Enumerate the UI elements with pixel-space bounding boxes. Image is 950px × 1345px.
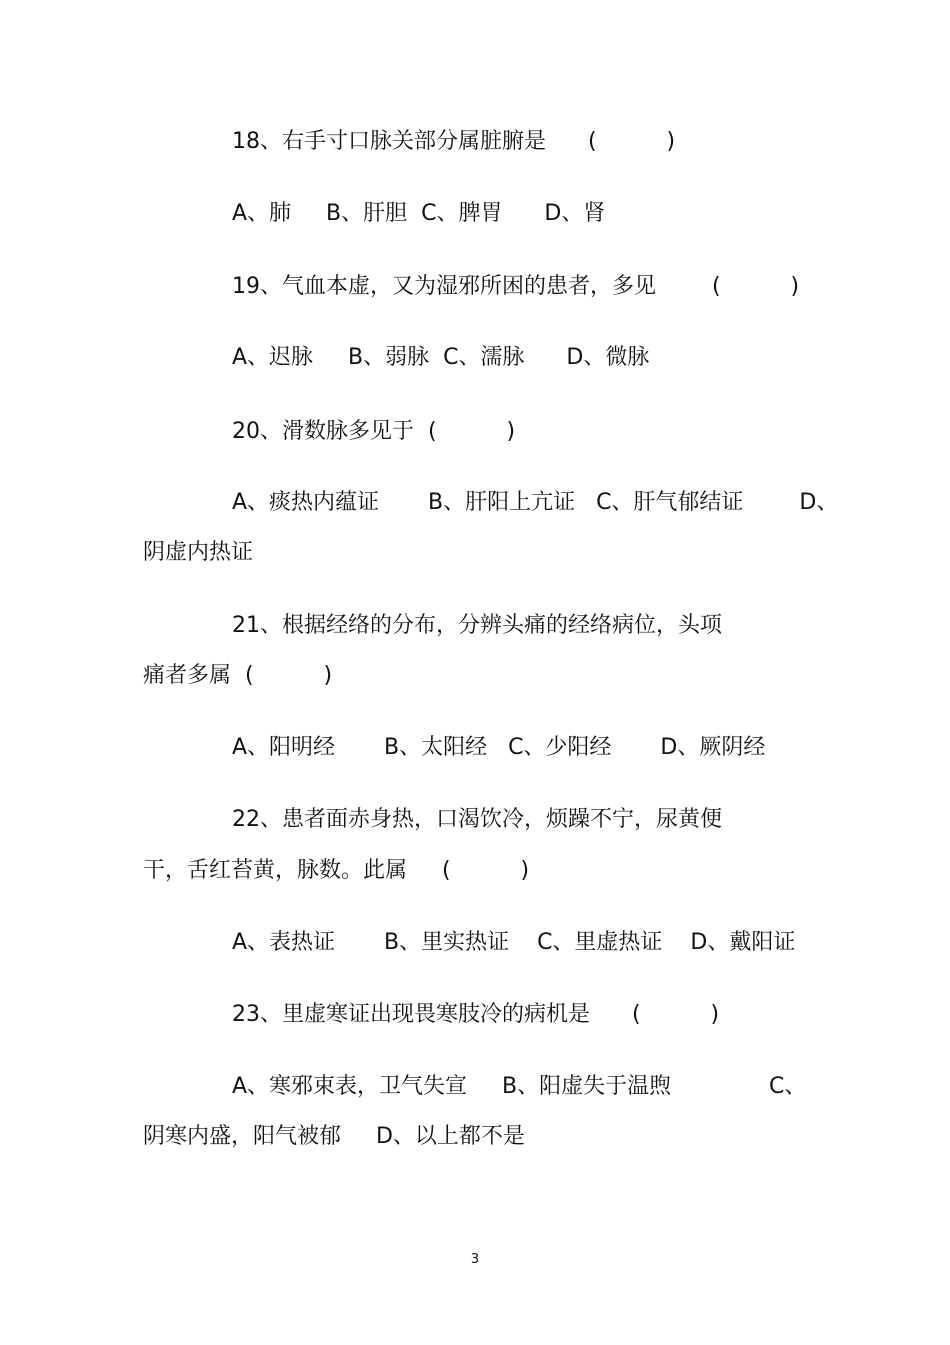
question-18-options: A、肺 B、肝胆 C、脾胃 D、肾 bbox=[232, 201, 606, 226]
question-22-stem: 22、患者面赤身热，口渴饮冷，烦躁不宁，尿黄便 bbox=[232, 807, 722, 832]
question-20-stem: 20、滑数脉多见于 ( ) bbox=[232, 419, 516, 444]
question-18-stem: 18、右手寸口脉关部分属脏腑是 ( ) bbox=[232, 129, 676, 154]
question-22-options: A、表热证 B、里实热证 C、里虚热证 D、戴阳证 bbox=[232, 930, 796, 955]
question-20-options: A、痰热内蕴证 B、肝阳上亢证 C、肝气郁结证 D、 bbox=[232, 490, 839, 515]
question-23-options: A、寒邪束表，卫气失宣 B、阳虚失于温煦 C、 bbox=[232, 1074, 807, 1099]
question-21-stem: 21、根据经络的分布，分辨头痛的经络病位，头项 bbox=[232, 613, 722, 638]
question-23-options-continued: 阴寒内盛，阳气被郁 D、以上都不是 bbox=[143, 1124, 525, 1149]
question-19-stem: 19、气血本虚，又为湿邪所困的患者，多见 ( ) bbox=[232, 274, 800, 299]
question-21-options: A、阳明经 B、太阳经 C、少阳经 D、厥阴经 bbox=[232, 735, 766, 760]
question-19-options: A、迟脉 B、弱脉 C、濡脉 D、微脉 bbox=[232, 345, 650, 370]
question-20-options-continued: 阴虚内热证 bbox=[143, 540, 254, 565]
question-21-stem-continued: 痛者多属 ( ) bbox=[143, 663, 333, 688]
page-number: 3 bbox=[470, 1252, 480, 1267]
question-23-stem: 23、里虚寒证出现畏寒肢冷的病机是 ( ) bbox=[232, 1002, 720, 1027]
question-22-stem-continued: 干，舌红苔黄，脉数。此属 ( ) bbox=[143, 858, 530, 883]
